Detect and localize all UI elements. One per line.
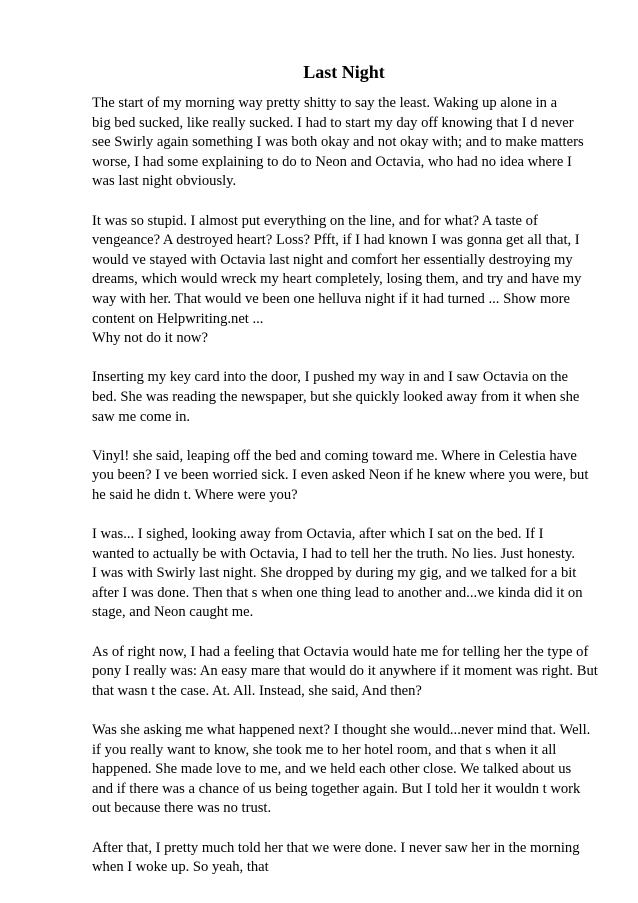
paragraph-line: if you really want to know, she took me to her hotel room, and that s when it all [92, 741, 557, 758]
paragraph-line: Why not do it now? [92, 330, 208, 347]
paragraph-line: was last night obviously. [92, 173, 237, 190]
paragraph-line: out because there was no trust. [92, 800, 272, 817]
paragraph-line: would ve stayed with Octavia last night and comfort her essentially destroying my [92, 251, 573, 268]
paragraph-line: I was... I sighed, looking away from Octavia, after which I sat on the bed. If I [92, 526, 544, 543]
paragraph-line: worse, I had some explaining to do to Neon and Octavia, who had no idea where I [92, 153, 572, 170]
paragraph-line: see Swirly again something I was both okay and not okay with; and to make matters [92, 134, 584, 151]
paragraph-line: when I woke up. So yeah, that [92, 859, 269, 876]
paragraph-line: after I was done. Then that s when one thing lead to another and...we kinda did it on [92, 584, 583, 601]
paragraph-line: pony I really was: An easy mare that would do it anywhere if it moment was right. But [92, 663, 598, 680]
paragraph-2 [92, 212, 596, 349]
paragraph-line: Vinyl! she said, leaping off the bed and coming toward me. Where in Celestia have [92, 447, 577, 464]
paragraph-line: After that, I pretty much told her that we were done. I never saw her in the morning [92, 839, 580, 856]
document-title: Last Night [303, 62, 385, 82]
paragraph-line: Was she asking me what happened next? I thought she would...never mind that. Well. [92, 722, 591, 738]
paragraph-line: way with her. That would ve been one helluva night if it had turned ... Show more [92, 290, 570, 307]
paragraph-3 [92, 368, 596, 427]
paragraph-8 [92, 839, 596, 878]
paragraph-line: Inserting my key card into the door, I pushed my way in and I saw Octavia on the [92, 369, 569, 386]
paragraph-line: dreams, which would wreck my heart completely, losing them, and try and have my [92, 271, 582, 288]
paragraph-line: happened. She made love to me, and we held each other close. We talked about us [92, 761, 572, 778]
paragraph-line: and if there was a chance of us being together again. But I told her it wouldn t work [92, 780, 581, 797]
paragraph-line: bed. She was reading the newspaper, but she quickly looked away from it when she [92, 388, 580, 405]
paragraph-1 [92, 94, 596, 192]
paragraph-line: that wasn t the case. At. All. Instead, she said, And then? [92, 682, 422, 699]
paragraph-line: big bed sucked, like really sucked. I had to start my day off knowing that I d never [92, 114, 574, 131]
paragraph-5 [92, 525, 596, 623]
paragraph-line: As of right now, I had a feeling that Octavia would hate me for telling her the type of [92, 643, 589, 660]
paragraph-line: saw me come in. [92, 408, 191, 425]
paragraph-line: The start of my morning way pretty shitty to say the least. Waking up alone in a [92, 95, 558, 111]
paragraph-6 [92, 643, 596, 702]
paragraph-4 [92, 447, 596, 506]
paragraph-line: vengeance? A destroyed heart? Loss? Pfft, if I had known I was gonna get all that, I [92, 232, 580, 249]
paragraph-7 [92, 721, 596, 819]
paragraph-line: It was so stupid. I almost put everything on the line, and for what? A taste of [92, 212, 538, 229]
paragraph-line: you been? I ve been worried sick. I even asked Neon if he knew where you were, but [92, 467, 589, 484]
paragraph-line: wanted to actually be with Octavia, I had to tell her the truth. No lies. Just honesty. [92, 545, 575, 562]
paragraph-line: he said he didn t. Where were you? [92, 486, 298, 503]
paragraph-line: content on Helpwriting.net ... [92, 310, 264, 327]
paragraph-line: stage, and Neon caught me. [92, 604, 254, 621]
paragraph-line: I was with Swirly last night. She dropped by during my gig, and we talked for a bit [92, 565, 577, 582]
